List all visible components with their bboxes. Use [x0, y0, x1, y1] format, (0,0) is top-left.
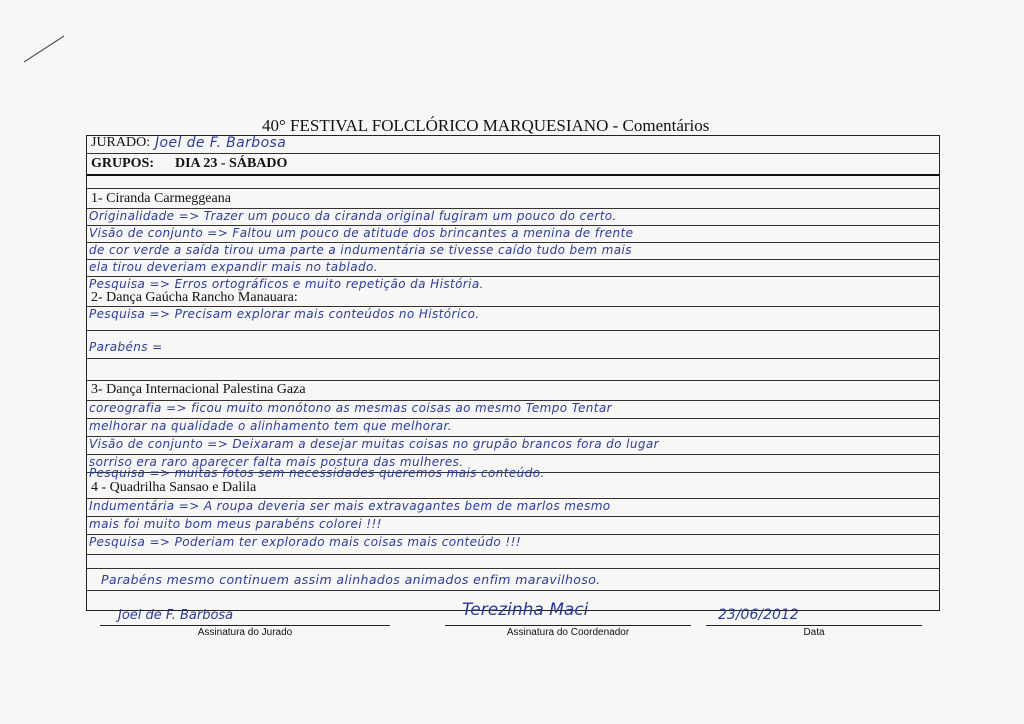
jurado-name: Joel de F. Barbosa	[155, 135, 287, 151]
closing-remark: Parabéns mesmo continuem assim alinhados animados enfim maravilhoso.	[101, 572, 601, 587]
section-4-line-1: Indumentária => A roupa deveria ser mais extravagantes bem de marlos mesmo	[89, 499, 611, 513]
date-caption: Data	[803, 627, 825, 638]
section-3-line-5: Pesquisa => muitas fotos sem necessidades queremos mais conteúdo.	[89, 466, 545, 480]
section-title-1: 1- Ciranda Carmeggeana	[91, 191, 231, 206]
section-title-4: 4 - Quadrilha Sansao e Dalila	[91, 480, 257, 495]
section-3-line-3: Visão de conjunto => Deixaram a desejar muitas coisas no grupão brancos fora do lugar	[89, 437, 659, 451]
jurado-signature-caption: Assinatura do Jurado	[197, 627, 293, 638]
coordinator-signature: Terezinha Maci	[462, 600, 589, 620]
section-3-line-4: sorriso era raro aparecer falta mais postura das mulheres.	[89, 455, 464, 469]
section-3-line-1: coreografia => ficou muito monótono as mesmas coisas ao mesmo Tempo Tentar	[89, 401, 612, 415]
section-3-line-2: melhorar na qualidade o alinhamento tem que melhorar.	[89, 419, 452, 433]
document-title: 40° FESTIVAL FOLCLÓRICO MARQUESIANO - Comentários	[262, 116, 710, 135]
section-title-3: 3- Dança Internacional Palestina Gaza	[91, 382, 306, 397]
section-2-line-2: Parabéns =	[89, 340, 163, 354]
grupos-label: GRUPOS:	[91, 156, 154, 171]
jurado-signature: Joel de F. Barbosa	[118, 608, 234, 623]
section-4-line-2: mais foi muito bom meus parabéns colorei !!!	[89, 517, 382, 531]
coordinator-signature-caption: Assinatura do Coordenador	[506, 627, 630, 638]
section-2-line-1: Pesquisa => Precisam explorar mais conteúdos no Histórico.	[89, 307, 480, 321]
section-1-line-5: Pesquisa => Erros ortográficos e muito repetição da História.	[89, 277, 484, 291]
section-4-line-3: Pesquisa => Poderiam ter explorado mais coisas mais conteúdo !!!	[89, 535, 522, 549]
comments-form	[86, 135, 940, 611]
section-title-2: 2- Dança Gaúcha Rancho Manauara:	[91, 290, 298, 305]
pen-mark	[20, 28, 70, 68]
section-1-line-2: Visão de conjunto => Faltou um pouco de atitude dos brincantes a menina de frente	[89, 226, 634, 240]
jurado-label: JURADO:	[91, 135, 151, 150]
section-1-line-4: ela tirou deveriam expandir mais no tablado.	[89, 260, 378, 274]
grupos-day: DIA 23 - SÁBADO	[175, 156, 288, 171]
date-value: 23/06/2012	[718, 607, 799, 623]
section-1-line-1: Originalidade => Trazer um pouco da ciranda original fugiram um pouco do certo.	[89, 209, 617, 223]
section-1-line-3: de cor verde a saída tirou uma parte a indumentária se tivesse caído tudo bem mais	[89, 243, 632, 257]
